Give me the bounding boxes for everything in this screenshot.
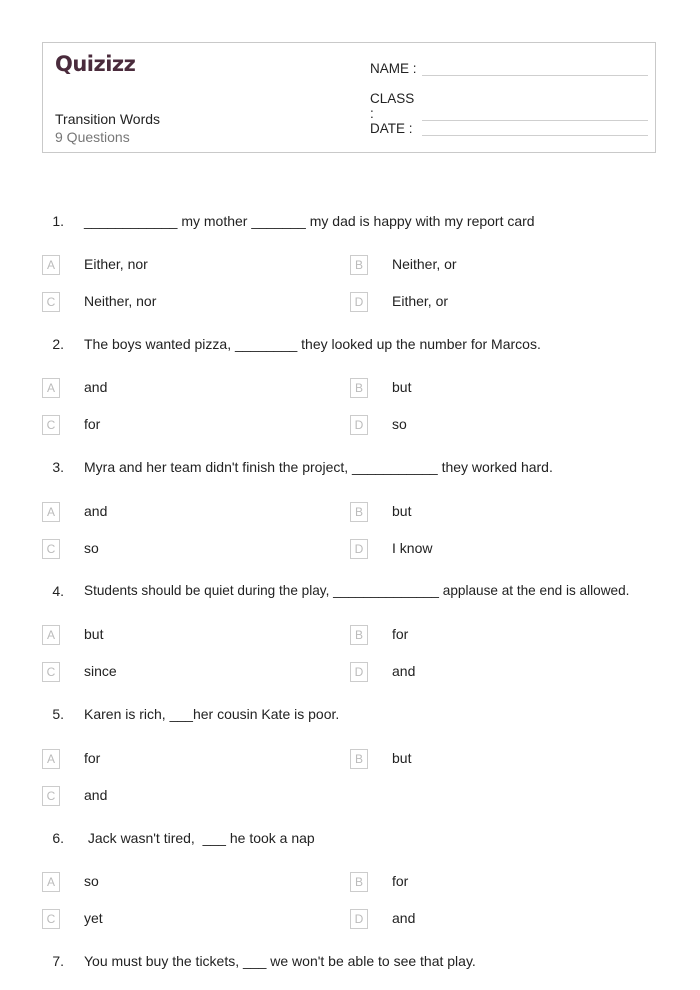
question-1: [0, 213, 700, 233]
option-letter-box: D: [350, 539, 368, 559]
question-number: 3.: [52, 459, 64, 475]
option-letter-box: D: [350, 415, 368, 435]
option-letter-box: C: [42, 662, 60, 682]
option-letter-box: B: [350, 749, 368, 769]
question-text: Karen is rich, ___her cousin Kate is poor.: [84, 706, 340, 722]
option-letter-box: B: [350, 255, 368, 275]
option-text: I know: [392, 540, 433, 556]
option-text: so: [84, 873, 99, 889]
date-line: [422, 123, 648, 136]
option-letter-box: A: [42, 378, 60, 398]
option-text: Either, or: [392, 293, 449, 309]
option-letter-box: C: [42, 539, 60, 559]
option-text: but: [392, 379, 412, 395]
worksheet-title: Transition Words: [55, 111, 161, 127]
class-field: [370, 91, 648, 121]
question-number: 2.: [52, 336, 64, 352]
question-number: 4.: [52, 583, 64, 599]
option-letter-box: B: [350, 502, 368, 522]
class-label: CLASS :: [370, 91, 415, 121]
option-text: and: [84, 503, 108, 519]
question-5: [0, 706, 700, 726]
option-text: Neither, nor: [84, 293, 157, 309]
option-text: and: [392, 663, 416, 679]
option-letter-box: A: [42, 625, 60, 645]
date-field: [370, 121, 648, 136]
option-letter-box: C: [42, 415, 60, 435]
option-text: but: [84, 626, 104, 642]
question-number: 1.: [52, 213, 64, 229]
option-letter-box: A: [42, 255, 60, 275]
option-text: for: [84, 416, 101, 432]
option-text: but: [392, 750, 412, 766]
question-number: 7.: [52, 953, 64, 969]
option-letter-box: D: [350, 292, 368, 312]
option-letter-box: D: [350, 662, 368, 682]
question-text: Myra and her team didn't finish the project, ___________ they worked hard.: [84, 459, 553, 475]
option-letter-box: D: [350, 909, 368, 929]
question-text: Students should be quiet during the play, ______________ applause at the end is allowed.: [84, 583, 630, 598]
question-6: [0, 830, 700, 850]
option-text: for: [392, 626, 409, 642]
name-field: [370, 61, 648, 76]
option-text: Either, nor: [84, 256, 148, 272]
option-letter-box: A: [42, 749, 60, 769]
option-letter-box: B: [350, 872, 368, 892]
option-text: Neither, or: [392, 256, 457, 272]
option-letter-box: A: [42, 502, 60, 522]
question-text: Jack wasn't tired, ___ he took a nap: [84, 830, 315, 846]
date-label: DATE :: [370, 121, 413, 136]
option-text: yet: [84, 910, 103, 926]
option-text: but: [392, 503, 412, 519]
question-count: 9 Questions: [55, 129, 130, 145]
question-2: [0, 336, 700, 356]
quizizz-logo: Quizizz: [55, 52, 136, 76]
option-letter-box: B: [350, 625, 368, 645]
question-3: [0, 459, 700, 479]
option-letter-box: C: [42, 786, 60, 806]
class-line: [422, 108, 648, 121]
option-text: so: [84, 540, 99, 556]
name-line: [422, 63, 648, 76]
question-text: You must buy the tickets, ___ we won't be able to see that play.: [84, 953, 476, 969]
option-text: for: [392, 873, 409, 889]
option-text: and: [84, 379, 108, 395]
question-text: ____________ my mother _______ my dad is happy with my report card: [84, 213, 535, 229]
question-4: [0, 583, 700, 603]
question-text: The boys wanted pizza, ________ they looked up the number for Marcos.: [84, 336, 541, 352]
question-number: 6.: [52, 830, 64, 846]
option-letter-box: C: [42, 292, 60, 312]
name-label: NAME :: [370, 61, 417, 76]
option-text: for: [84, 750, 101, 766]
option-text: and: [392, 910, 416, 926]
option-letter-box: B: [350, 378, 368, 398]
option-text: so: [392, 416, 407, 432]
option-letter-box: A: [42, 872, 60, 892]
option-letter-box: C: [42, 909, 60, 929]
option-text: and: [84, 787, 108, 803]
worksheet-header: [42, 42, 656, 153]
option-text: since: [84, 663, 117, 679]
question-7: [0, 953, 700, 973]
question-number: 5.: [52, 706, 64, 722]
